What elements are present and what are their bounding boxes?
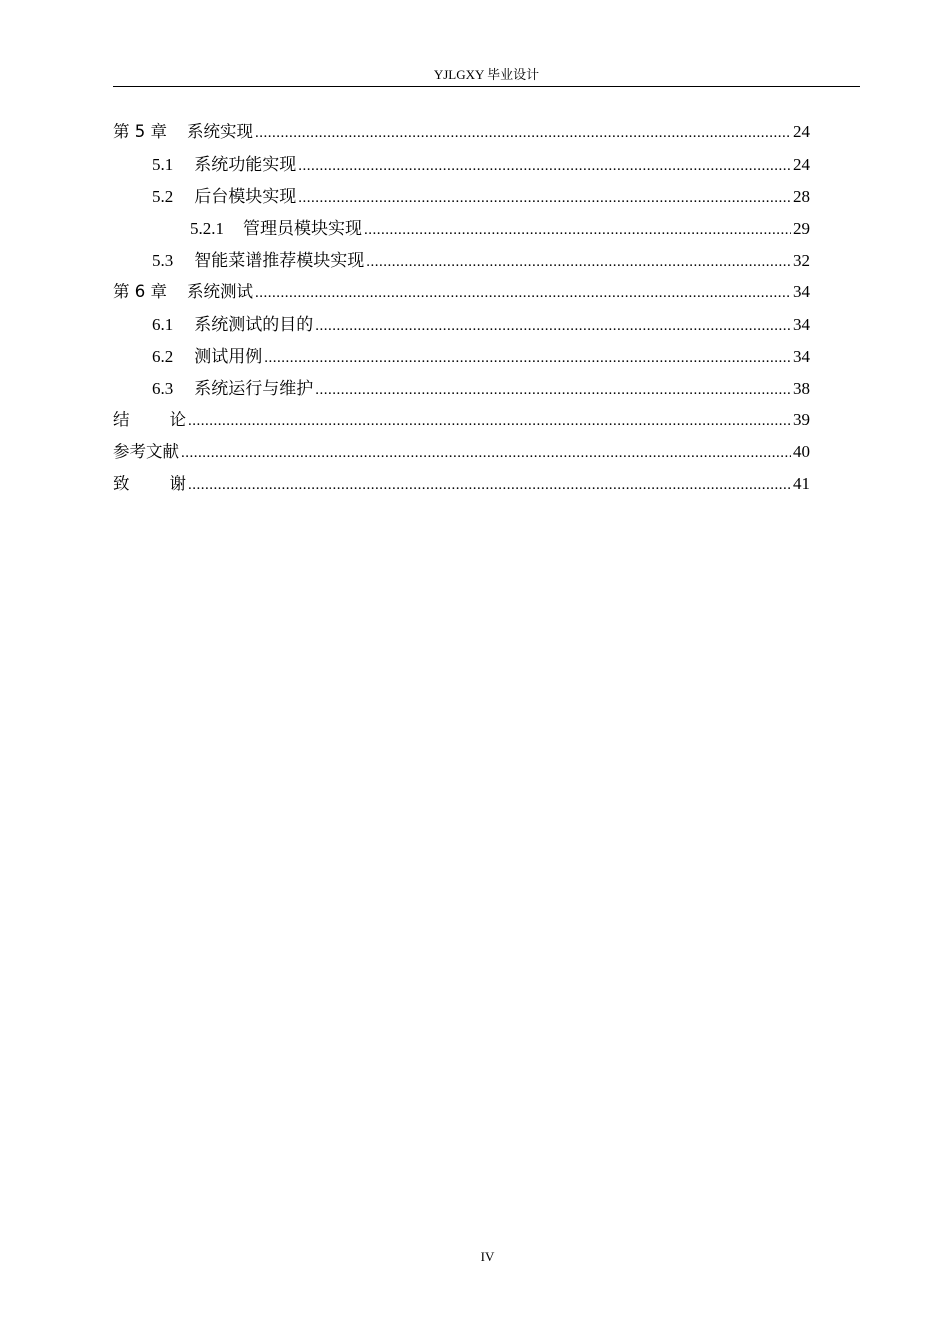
toc-entry-page: 34: [793, 315, 810, 334]
toc-entry-page: 39: [793, 410, 810, 429]
toc-leader-dots: [255, 285, 791, 302]
toc-leader-dots: [264, 350, 791, 367]
toc-entry-page: 41: [793, 474, 810, 493]
toc-entry-number: 6.1: [152, 315, 174, 334]
toc-entry-title: 结论: [113, 410, 186, 429]
toc-entry[interactable]: [113, 342, 810, 374]
toc-leader-dots: [188, 413, 791, 430]
toc-entry-title: 管理员模块实现: [243, 219, 362, 238]
toc-entry[interactable]: [113, 374, 810, 406]
toc-entry-number: 第 5 章: [113, 122, 167, 141]
toc-entry-number: 5.2: [152, 187, 174, 206]
toc-entry-title: 致谢: [113, 474, 186, 493]
table-of-contents: [113, 118, 810, 502]
toc-entry-page: 40: [793, 442, 810, 461]
toc-entry-page: 38: [793, 379, 810, 398]
toc-entry[interactable]: [113, 150, 810, 182]
toc-entry-number: 5.2.1: [190, 219, 224, 238]
toc-entry-number: 6.3: [152, 379, 174, 398]
toc-entry-title: 系统测试: [187, 282, 253, 301]
toc-entry[interactable]: [113, 406, 810, 438]
toc-entry[interactable]: [113, 278, 810, 310]
toc-entry-title: 系统实现: [187, 122, 253, 141]
toc-entry-title: 系统运行与维护: [194, 379, 314, 398]
toc-entry-title: 系统功能实现: [194, 155, 297, 174]
toc-entry[interactable]: [113, 118, 810, 150]
toc-entry-number: 6.2: [152, 347, 174, 366]
toc-entry-page: 32: [793, 251, 810, 270]
toc-entry[interactable]: [113, 214, 810, 246]
toc-entry-page: 29: [793, 219, 810, 238]
toc-leader-dots: [298, 158, 791, 175]
toc-entry-page: 34: [793, 282, 810, 301]
page-header: YJLGXY 毕业设计: [433, 67, 540, 82]
toc-leader-dots: [255, 125, 791, 142]
toc-entry[interactable]: [113, 246, 810, 278]
toc-entry-title: 测试用例: [194, 347, 263, 366]
toc-entry-page: 24: [793, 122, 810, 141]
page-number: IV: [480, 1249, 495, 1264]
toc-leader-dots: [298, 190, 791, 207]
toc-leader-dots: [315, 318, 791, 335]
toc-entry[interactable]: [113, 438, 810, 470]
toc-entry-title: 后台模块实现: [194, 187, 297, 206]
toc-leader-dots: [315, 382, 791, 399]
toc-leader-dots: [366, 254, 791, 271]
toc-leader-dots: [181, 445, 791, 462]
toc-entry[interactable]: [113, 182, 810, 214]
toc-leader-dots: [364, 222, 791, 239]
header-rule: [113, 86, 860, 87]
toc-entry-number: 5.1: [152, 155, 174, 174]
toc-entry-title: 智能菜谱推荐模块实现: [194, 251, 365, 270]
toc-entry-page: 24: [793, 155, 810, 174]
toc-entry[interactable]: [113, 470, 810, 502]
toc-leader-dots: [188, 477, 791, 494]
toc-entry-page: 28: [793, 187, 810, 206]
toc-entry-title: 系统测试的目的: [194, 315, 314, 334]
toc-entry-page: 34: [793, 347, 810, 366]
toc-entry-number: 5.3: [152, 251, 174, 270]
toc-entry[interactable]: [113, 310, 810, 342]
toc-entry-title: 参考文献: [113, 442, 179, 461]
toc-entry-number: 第 6 章: [113, 282, 167, 301]
